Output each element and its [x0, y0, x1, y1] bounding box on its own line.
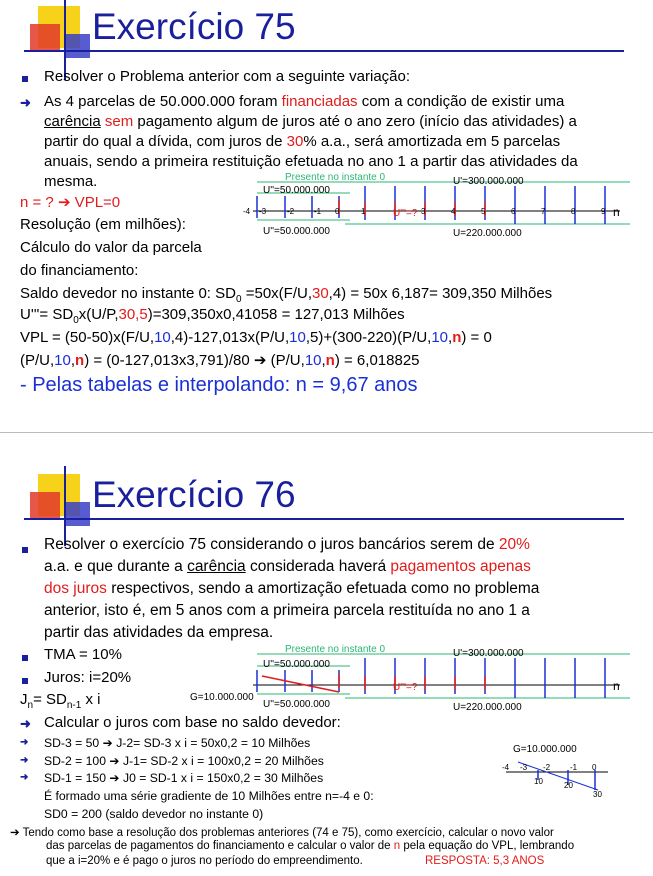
tick-label: -3: [520, 763, 528, 772]
arrow-bullet-icon: ➜: [20, 772, 29, 783]
text-line: Resolver o Problema anterior com a seguinte variação:: [44, 68, 411, 85]
u50-top-label: U''=50.000.000: [263, 659, 330, 670]
tick-label: 9: [601, 207, 606, 216]
g-label: G=10.000.000: [513, 744, 577, 755]
juros-text: Juros: i=20%: [44, 669, 132, 686]
tick-label: 7: [541, 207, 546, 216]
paragraph-line: dos juros respectivos, sendo a amortização efetuada como no problema: [44, 580, 540, 597]
paragraph-line: As 4 parcelas de 50.000.000 foram financiadas com a condição de existir uma: [44, 93, 565, 110]
text-line: Calcular o juros com base no saldo devedor:: [44, 714, 341, 731]
present-label: Presente no instante 0: [285, 172, 386, 183]
paragraph-line: Resolver o exercício 75 considerando o juros bancários serem de 20%: [44, 536, 530, 553]
tick-label: -4: [502, 763, 510, 772]
sd0-text: SD0 = 200 (saldo devedor no instante 0): [44, 807, 264, 821]
tick-label: 3: [421, 207, 426, 216]
text-line: Resolução (em milhões):: [20, 216, 186, 233]
tick-label: 4: [451, 207, 456, 216]
text-line: do financiamento:: [20, 262, 139, 279]
u50-top-label: U''=50.000.000: [263, 185, 330, 196]
text-line: Cálculo do valor da parcela: [20, 239, 202, 256]
paragraph-line: anuais, sendo a primeira restituição efetuada no ano 1 a partir das atividades da: [44, 153, 578, 170]
g-label: G=10.000.000: [190, 692, 254, 703]
sd-line: SD-3 = 50 ➔ J-2= SD-3 x i = 50x0,2 = 10 Milhões: [44, 736, 311, 750]
u300-label: U'=300.000.000: [453, 648, 524, 659]
decor-blue-square: [64, 34, 90, 58]
slide-exercicio-76: [0, 444, 653, 876]
formula-u: $U'''= SD_0x(U/P,30,5)=309,350x0,41058 = 127,013$ Milhões: [20, 306, 405, 326]
final-line: ➔ Tendo como base a resolução dos problemas anteriores (74 e 75), como exercício, calcular o novo valor: [10, 827, 554, 839]
jn-formula: $J_n= SD_{n-1}$ x i: [20, 691, 101, 711]
decor-red-square: [30, 492, 60, 518]
slide-exercicio-75: [0, 0, 653, 432]
value-label: 10: [534, 777, 543, 786]
gradient-text: É formado uma série gradiente de 10 Milhões entre n=-4 e 0:: [44, 789, 374, 803]
tick-label: 1: [361, 207, 366, 216]
final-line: que a i=20% e é pago o juros no período do empreendimento.: [46, 855, 363, 867]
n-axis-label: n: [613, 679, 620, 693]
tick-label: 0: [592, 763, 597, 772]
arrow-bullet-icon: ➜: [20, 95, 31, 110]
paragraph-line: anterior, isto é, em 5 anos com a primeira parcela restituída no ano 1 a: [44, 602, 530, 619]
answer-text: RESPOSTA: 5,3 ANOS: [425, 855, 545, 867]
final-line: das parcelas de pagamentos do financiamento e calcular o valor de n pela equação do VPL, lembrando: [46, 840, 575, 852]
u50-bottom-label: U''=50.000.000: [263, 226, 330, 237]
cash-flow-diagram: [235, 172, 635, 242]
u-question-label: U'''=?: [393, 682, 418, 693]
paragraph-line: mesma.: [44, 173, 98, 190]
paragraph-line: a.a. e que durante a carência considerada haverá pagamentos apenas: [44, 558, 531, 575]
tick-label: 8: [571, 207, 576, 216]
decor-hline: [24, 518, 624, 520]
u-question-label: U'''=?: [393, 208, 418, 219]
n-axis-label: n: [613, 205, 620, 219]
tick-label: -4: [243, 207, 251, 216]
bullet-square-icon: [22, 547, 28, 553]
value-label: 30: [593, 790, 602, 799]
decor-blue-square: [64, 502, 90, 526]
bullet-square-icon: [22, 76, 28, 82]
present-label: Presente no instante 0: [285, 644, 386, 655]
page-title: Exercício 75: [92, 6, 296, 47]
tick-label: 5: [481, 207, 486, 216]
tick-label: -3: [259, 207, 267, 216]
paragraph-line: partir do qual a dívida, com juros de 30% a.a., será amortizada em 5 parcelas: [44, 133, 561, 150]
u220-label: U=220.000.000: [453, 702, 522, 713]
formula-vpl: VPL = (50-50)x(F/U,10,4)-127,013x(P/U,10,5)+(300-220)(P/U,10,n) = 0: [20, 329, 492, 346]
formula-saldo: Saldo devedor no instante 0: $SD_0 =50x(F/U,30,4) = 50x$ 6,187= 309,350 Milhões: [20, 285, 553, 305]
cash-flow-diagram: [190, 644, 635, 716]
conclusion: - Pelas tabelas e interpolando: n = 9,67 anos: [20, 374, 418, 396]
decor-vline: [64, 466, 66, 546]
paragraph-line: partir das atividades da empresa.: [44, 624, 274, 641]
tick-label: -2: [287, 207, 295, 216]
formula-pu: (P/U,10,n) = (0-127,013x3,791)/80 ➔ (P/U,10,n) = 6,018825: [20, 352, 420, 369]
sd-line: SD-1 = 150 ➔ J0 = SD-1 x i = 150x0,2 = 30 Milhões: [44, 771, 324, 785]
bullet-square-icon: [22, 655, 28, 661]
tick-label: -1: [570, 763, 578, 772]
tick-label: 6: [511, 207, 516, 216]
tick-label: -2: [543, 763, 551, 772]
value-label: 20: [564, 781, 573, 790]
u300-label: U'=300.000.000: [453, 176, 524, 187]
tma-text: TMA = 10%: [44, 646, 122, 663]
paragraph-line: carência sem pagamento algum de juros até o ano zero (início das atividades) a: [44, 113, 577, 130]
arrow-bullet-icon: ➜: [20, 737, 29, 748]
decor-hline: [24, 50, 624, 52]
arrow-bullet-icon: ➜: [20, 716, 31, 731]
u220-label: U=220.000.000: [453, 228, 522, 239]
sd-line: SD-2 = 100 ➔ J-1= SD-2 x i = 100x0,2 = 20 Milhões: [44, 754, 324, 768]
gradient-diagram: [498, 740, 638, 800]
tick-label: 0: [335, 207, 340, 216]
tick-label: -1: [314, 207, 322, 216]
u50-bottom-label: U''=50.000.000: [263, 699, 330, 710]
decor-red-square: [30, 24, 60, 50]
n-condition: n = ? ➔ VPL=0: [20, 194, 121, 211]
bullet-square-icon: [22, 678, 28, 684]
page-title: Exercício 76: [92, 474, 296, 515]
arrow-bullet-icon: ➜: [20, 755, 29, 766]
